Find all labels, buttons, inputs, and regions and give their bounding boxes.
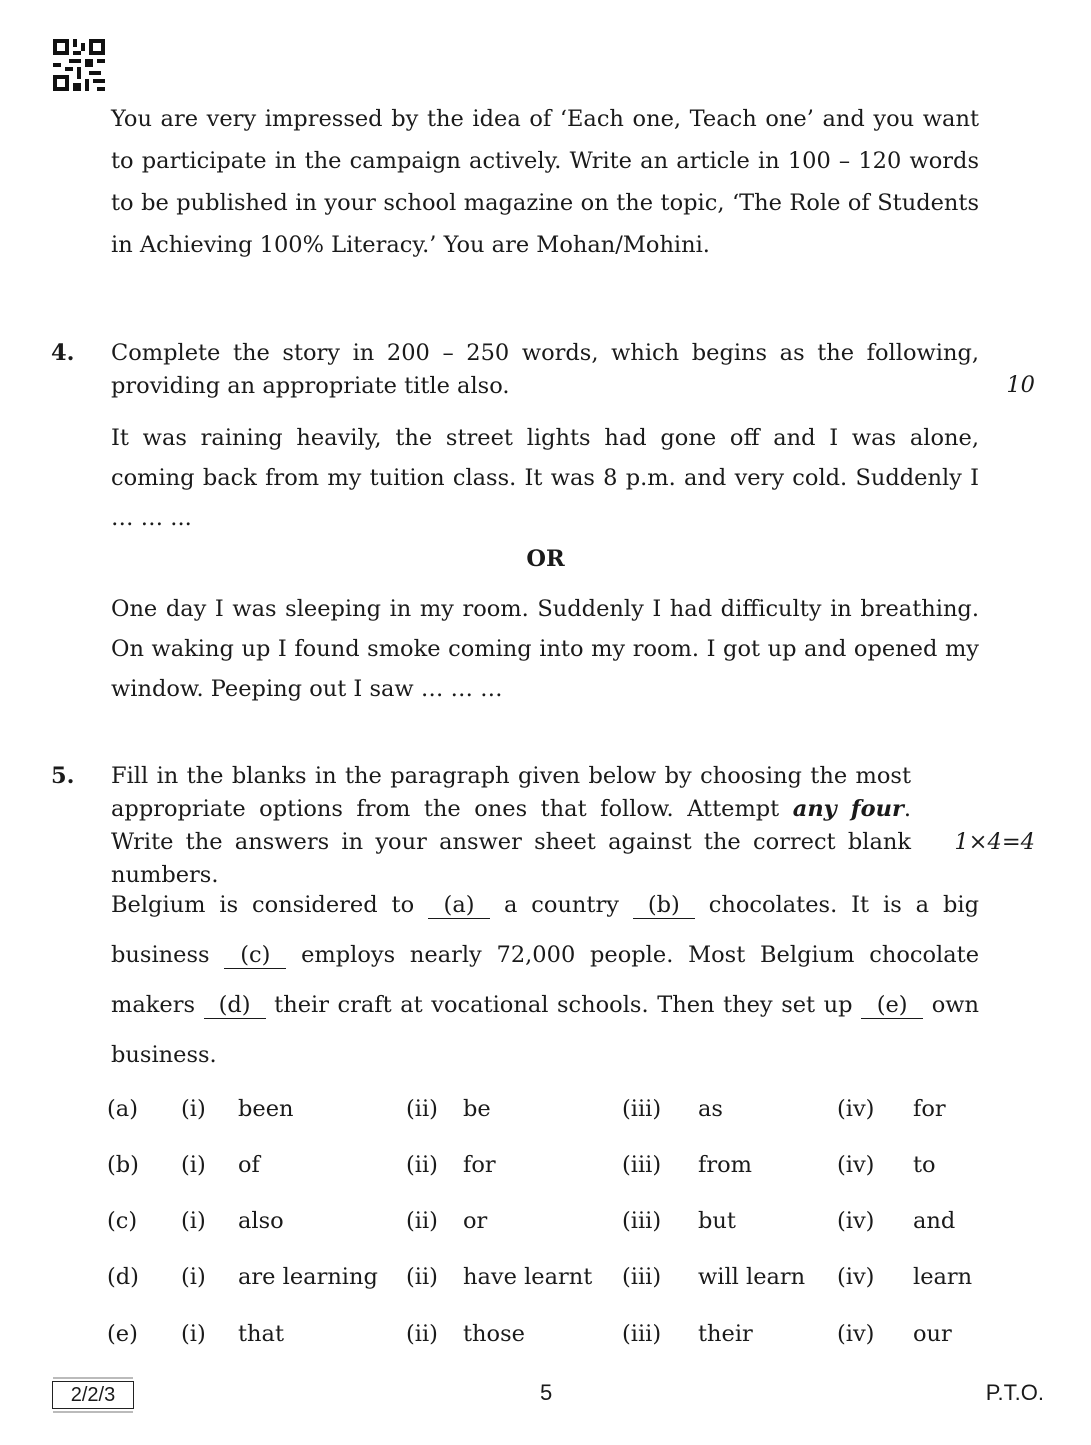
passage-text-5: their craft at vocational schools. Then they set up — [274, 992, 853, 1018]
option-iii-marker: (iii) — [622, 1208, 662, 1234]
option-ii-text: for — [463, 1152, 496, 1178]
option-iv-text: learn — [913, 1264, 973, 1290]
pto-label: P.T.O. — [985, 1380, 1044, 1405]
paper-code-box — [52, 1381, 134, 1409]
option-i-text: been — [238, 1096, 294, 1122]
option-iii-marker: (iii) — [622, 1152, 662, 1178]
blank-e: (e) — [861, 992, 923, 1019]
option-iv-marker: (iv) — [837, 1096, 875, 1122]
option-iii-text: from — [698, 1152, 752, 1178]
option-i-text: that — [238, 1321, 284, 1347]
option-i-marker: (i) — [181, 1208, 206, 1234]
option-label: (c) — [107, 1208, 138, 1234]
option-ii-marker: (ii) — [406, 1208, 438, 1234]
option-iii-text: but — [698, 1208, 736, 1234]
blank-b: (b) — [633, 892, 695, 919]
option-i-text: also — [238, 1208, 284, 1234]
qr-code-icon — [53, 39, 105, 91]
question-5-prompt — [111, 760, 911, 892]
option-label: (a) — [107, 1096, 138, 1122]
passage-text-2: a country — [503, 892, 619, 918]
option-label: (d) — [107, 1264, 139, 1290]
code-box-bottom-rule — [53, 1411, 133, 1413]
code-box-top-rule — [53, 1377, 133, 1379]
option-iii-marker: (iii) — [622, 1264, 662, 1290]
intro-paragraph: You are very impressed by the idea of ‘Each one, Teach one’ and you want to participate in the campaign actively. Write an article in 100 – 120 words to be published in your school magazine on the topic, ‘The Role of Students in Achieving 100% Literacy.’ You are Mohan/Mohini. — [111, 106, 979, 258]
option-iv-marker: (iv) — [837, 1264, 875, 1290]
option-iv-marker: (iv) — [837, 1152, 875, 1178]
passage-text-4: employs nearly 72,000 people. Most Belgium chocolate makers — [111, 942, 980, 1018]
option-iv-text: to — [913, 1152, 936, 1178]
question-5-marks: 1×4=4 — [954, 829, 1035, 855]
option-iv-marker: (iv) — [837, 1321, 875, 1347]
option-iv-text: our — [913, 1321, 952, 1347]
option-iii-text: as — [698, 1096, 723, 1122]
option-ii-marker: (ii) — [406, 1096, 438, 1122]
option-i-text: are learning — [238, 1264, 378, 1290]
option-iii-text: their — [698, 1321, 753, 1347]
question-5-prompt-part2: . Write the answers in your answer sheet against the correct blank numbers. — [111, 796, 911, 888]
option-label: (b) — [107, 1152, 139, 1178]
paper-code: 2/2/3 — [70, 1384, 116, 1406]
question-4-marks: 10 — [1006, 372, 1035, 398]
option-i-marker: (i) — [181, 1152, 206, 1178]
option-iii-marker: (iii) — [622, 1321, 662, 1347]
option-ii-text: or — [463, 1208, 488, 1234]
option-ii-marker: (ii) — [406, 1152, 438, 1178]
passage-text-3: chocolates. It is a big business — [111, 892, 979, 968]
question-4-prompt: Complete the story in 200 – 250 words, which begins as the following, providing an appropriate title also. — [111, 340, 979, 399]
blank-d: (d) — [204, 992, 266, 1019]
option-i-marker: (i) — [181, 1321, 206, 1347]
option-i-marker: (i) — [181, 1096, 206, 1122]
page-number: 5 — [540, 1380, 553, 1405]
option-iv-text: for — [913, 1096, 946, 1122]
or-separator: OR — [526, 546, 565, 572]
question-4-number: 4. — [51, 340, 75, 366]
story-option-a: It was raining heavily, the street lights had gone off and I was alone, coming back from my tuition class. It was 8 p.m. and very cold. Suddenly I … … ... — [111, 425, 979, 531]
option-i-marker: (i) — [181, 1264, 206, 1290]
passage-text-6: own business. — [111, 992, 980, 1068]
question-5-number: 5. — [51, 763, 75, 789]
question-5-emphasis: any four — [792, 796, 904, 822]
option-ii-marker: (ii) — [406, 1264, 438, 1290]
option-iv-marker: (iv) — [837, 1208, 875, 1234]
option-ii-text: be — [463, 1096, 491, 1122]
option-iii-text: will learn — [698, 1264, 806, 1290]
story-option-b: One day I was sleeping in my room. Suddenly I had difficulty in breathing. On waking up I found smoke coming into my room. I got up and opened my window. Peeping out I saw … … … — [111, 596, 979, 702]
option-ii-marker: (ii) — [406, 1321, 438, 1347]
blank-c: (c) — [224, 942, 286, 969]
question-5-prompt-part1: Fill in the blanks in the paragraph given below by choosing the most appropriate options from the ones that follow. Attempt — [111, 763, 911, 822]
blank-a: (a) — [428, 892, 490, 919]
fill-blanks-passage — [111, 880, 979, 1080]
option-i-text: of — [238, 1152, 260, 1178]
option-ii-text: have learnt — [463, 1264, 593, 1290]
option-iii-marker: (iii) — [622, 1096, 662, 1122]
option-label: (e) — [107, 1321, 138, 1347]
option-ii-text: those — [463, 1321, 525, 1347]
passage-text-1: Belgium is considered to — [111, 892, 415, 918]
option-iv-text: and — [913, 1208, 956, 1234]
